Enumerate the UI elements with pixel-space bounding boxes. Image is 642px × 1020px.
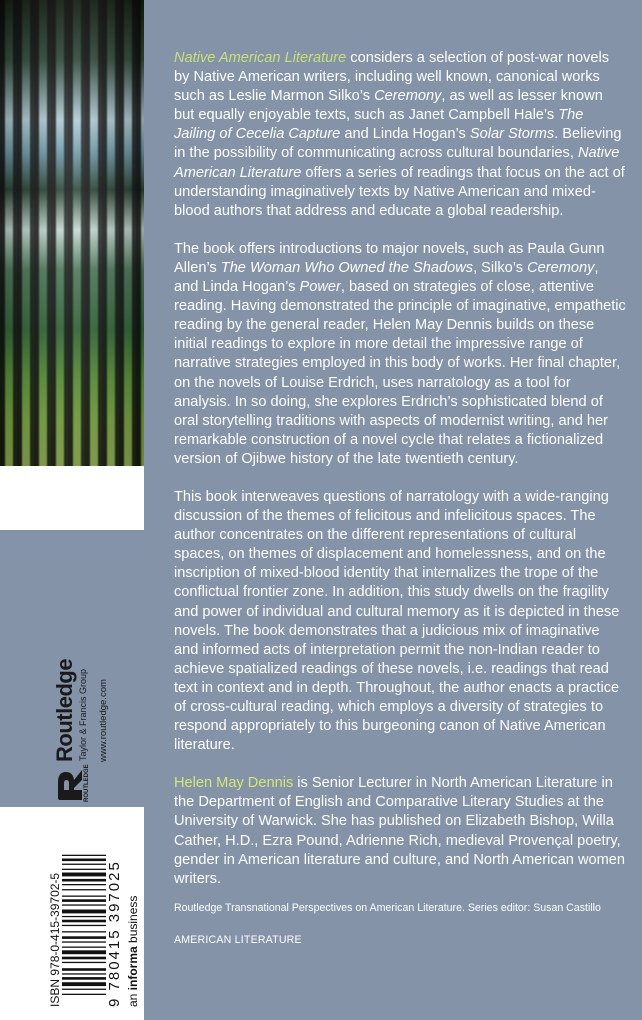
blurb-paragraph-2: The book offers introductions to major novels, such as Paula Gunn Allen’s The Woman Who Owned the Shadows, Silko’s Ceremony, and Linda Hogan’s Power, based on strategies of close, attentive reading. Having demonstrated the principle of imaginative, empathetic reading by the general reader, Helen May Dennis builds on these initial readings to explore in more detail the impressive range of narrative strategies employed in this body of works. Her final chapter, on the novels of Louise Erdrich, uses narratology as a tool for analysis. In so doing, she explores Erdrich’s sophisticated blend of oral storytelling traditions with aspects of modernist writing, and her remarkable construction of a novel cycle that relates a fictionalized version of Ojibwe history of the late twentieth century.: [174, 240, 626, 467]
publisher-logo-text: ROUTLEDGE: [84, 764, 90, 802]
barcode-bar: [62, 925, 106, 926]
informa-tagline: [126, 896, 140, 1007]
barcode-digits: 9 780415 397025: [106, 860, 123, 1007]
barcode-bar: [62, 977, 106, 980]
barcode-bar: [62, 869, 106, 870]
barcode-bar: [62, 968, 106, 971]
barcode-bar: [62, 889, 106, 890]
barcode-bar: [62, 879, 106, 882]
barcode-bar: [62, 962, 106, 963]
barcode-image: [62, 815, 106, 995]
barcode-bar: [62, 950, 106, 954]
barcode-bar: [62, 859, 106, 862]
barcode-bar: [62, 982, 106, 986]
barcode-bar: [62, 899, 106, 902]
barcode-bar: [62, 989, 106, 990]
subject-category: AMERICAN LITERATURE: [174, 934, 302, 946]
barcode-bar: [62, 920, 106, 923]
author-name: Helen May Dennis: [174, 775, 294, 792]
informa-prefix: an: [126, 990, 140, 1007]
blurb-paragraph-1: Native American Literature considers a selection of post-war novels by Native American writers, including well known, canonical works such as Leslie Marmon Silko’s Ceremony, as well as lesser known but equally enjoyable texts, such as Janet Campbell Hale’s The Jailing of Cecelia Capture and Linda Hogan’s Solar Storms. Believing in the possibility of communicating across cultural boundaries, Native American Literature offers a series of readings that focus on the act of understanding imaginatively texts by Native American and mixed-blood authors that address and educate a global readership.: [174, 50, 625, 219]
barcode-bar: [62, 957, 106, 960]
barcode-bar: [62, 884, 106, 885]
barcode-bar: [62, 941, 106, 942]
author-bio: Helen May Dennis is Senior Lecturer in North American Literature in the Department of English and Comparative Literary Studies at the University of Warwick. She has published on Elizabeth Bishop, Willa Cather, H.D., Ezra Pound, Adrienne Rich, medieval Provençal poetry, gender in American literature and culture, and North American women writers.: [174, 775, 626, 887]
blurb-paragraph-3: This book interweaves questions of narratology with a wide-ranging discussion of the themes of felicitous and infelicitous spaces. The author concentrates on the different representations of cultural spaces, on themes of displacement and homelessness, and on the inscription of mixed-blood identity that internalizes the trope of the conflictual frontier zone. In addition, this study dwells on the fragility and power of individual and cultural memory as it is depicted in these novels. The book demonstrates that a judicious mix of imaginative and informed acts of interpretation permit the non-Indian reader to achieve spatialized readings of these novels, i.e. readings that read text in context and in depth. Throughout, the author enacts a practice of cross-cultural reading, which employs a diversity of strategies to respond appropriately to this burgeoning canon of Native American literature.: [174, 488, 620, 754]
barcode-bar: [62, 931, 106, 932]
blurb-column: [174, 49, 626, 908]
barcode-bar: [62, 994, 106, 995]
white-band: [0, 466, 144, 530]
routledge-logo-icon: [56, 768, 84, 802]
isbn-number: ISBN 978-0-415-39702-5: [48, 872, 62, 1007]
barcode-bar: [62, 947, 106, 948]
barcode-bar: [62, 936, 106, 939]
publisher-url[interactable]: www.routledge.com: [98, 679, 109, 762]
book-title: Native American Literature: [174, 50, 347, 66]
series-note: Routledge Transnational Perspectives on American Literature. Series editor: Susan Castillo: [174, 902, 601, 914]
barcode-bar: [62, 864, 106, 865]
barcode-block: [48, 809, 143, 1007]
barcode-bar: [62, 896, 106, 897]
informa-suffix: business: [126, 895, 140, 947]
cover-photo-strip: [0, 0, 144, 466]
barcode-bar: [62, 855, 106, 856]
publisher-name: Routledge: [52, 658, 77, 762]
informa-brand: informa: [126, 946, 140, 991]
barcode-bar: [62, 973, 106, 974]
barcode-bar: [62, 910, 106, 914]
publisher-block: [52, 562, 122, 802]
publisher-group: Taylor & Francis Group: [78, 668, 88, 761]
barcode-bar: [62, 904, 106, 905]
barcode-bar: [62, 873, 106, 877]
barcode-bar: [62, 916, 106, 917]
